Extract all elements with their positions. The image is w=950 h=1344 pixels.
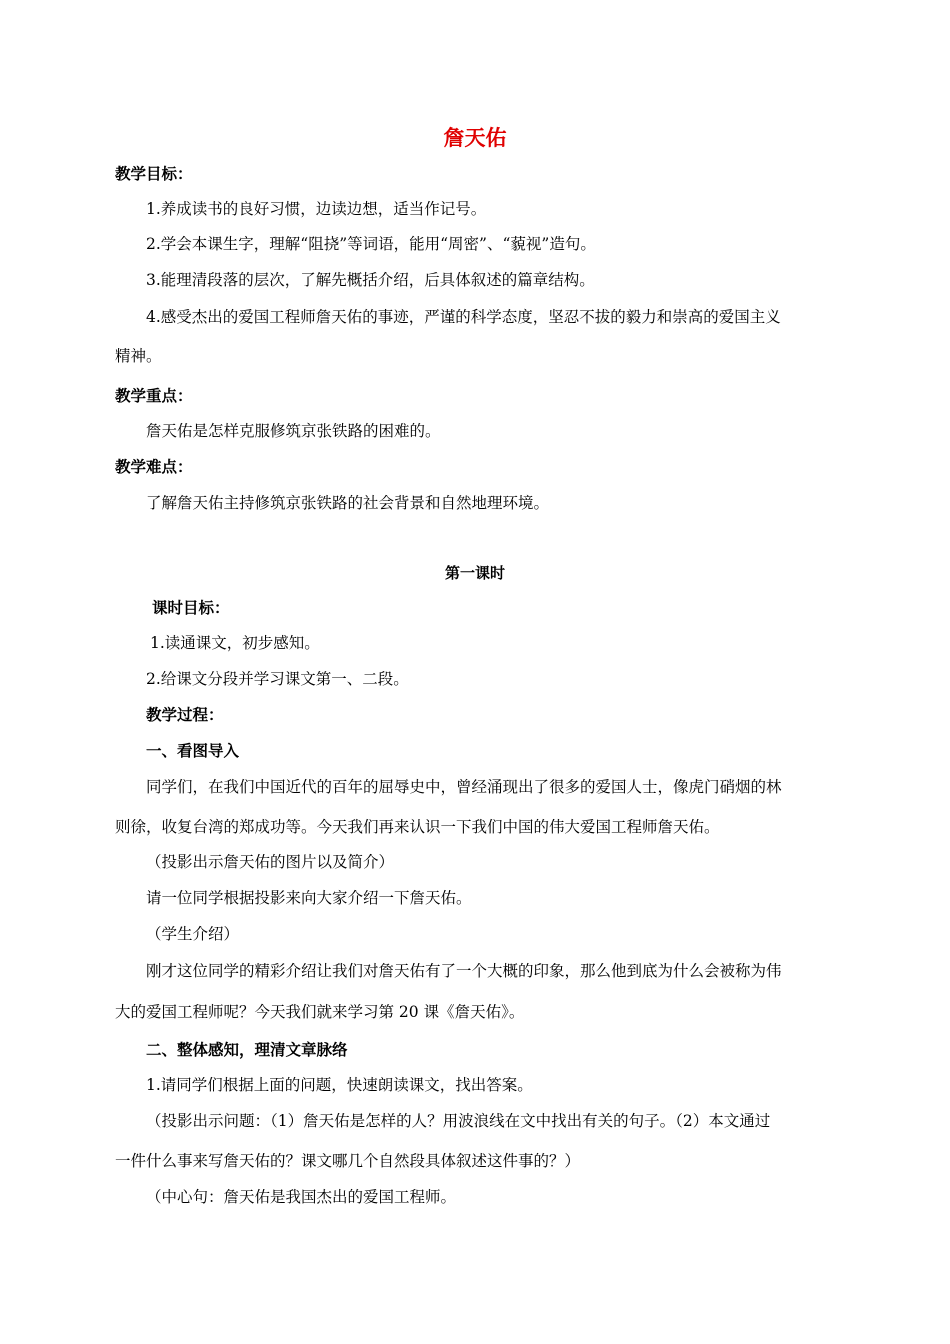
section2-line: 1.请同学们根据上面的问题，快速朗读课文，找出答案。 <box>146 1076 533 1094</box>
section1-line: （投影出示詹天佑的图片以及简介） <box>146 853 395 871</box>
lesson-goal-item: 2.给课文分段并学习课文第一、二段。 <box>146 670 409 688</box>
lesson-goal-item: 1.读通课文，初步感知。 <box>150 634 320 652</box>
section1-line: 大的爱国工程师呢？今天我们就来学习第 20 课《詹天佑》。 <box>115 1003 525 1021</box>
section1-line: 刚才这位同学的精彩介绍让我们对詹天佑有了一个大概的印象，那么他到底为什么会被称为伟 <box>146 962 782 980</box>
section2-heading: 二、整体感知，理清文章脉络 <box>146 1041 348 1059</box>
section2-line: （中心句：詹天佑是我国杰出的爱国工程师。 <box>146 1188 457 1206</box>
section2-line: （投影出示问题：（1）詹天佑是怎样的人？用波浪线在文中找出有关的句子。（2）本文通过 <box>146 1112 771 1130</box>
goal-item: 3.能理清段落的层次，了解先概括介绍，后具体叙述的篇章结构。 <box>146 271 595 289</box>
section1-line: 则徐，收复台湾的郑成功等。今天我们再来认识一下我们中国的伟大爱国工程师詹天佑。 <box>115 818 720 836</box>
goal-item-continuation: 精神。 <box>115 347 162 365</box>
difficult-heading: 教学难点： <box>115 458 193 476</box>
key-heading: 教学重点： <box>115 387 193 405</box>
section1-line: 同学们，在我们中国近代的百年的屈辱史中，曾经涌现出了很多的爱国人士，像虎门硝烟的林 <box>146 778 782 796</box>
lesson-goals-heading: 课时目标： <box>152 599 230 617</box>
section2-line: 一件什么事来写詹天佑的？课文哪几个自然段具体叙述这件事的？） <box>115 1152 581 1170</box>
goal-item: 2.学会本课生字，理解“阻挠”等词语，能用“周密”、“藐视”造句。 <box>146 235 596 253</box>
section1-heading: 一、看图导入 <box>146 742 240 760</box>
difficult-text: 了解詹天佑主持修筑京张铁路的社会背景和自然地理环境。 <box>146 494 550 512</box>
goal-item: 1.养成读书的良好习惯，边读边想，适当作记号。 <box>146 200 487 218</box>
document-title: 詹天佑 <box>443 126 507 150</box>
goals-heading: 教学目标： <box>115 165 193 183</box>
lesson-title: 第一课时 <box>444 564 505 582</box>
section1-line: 请一位同学根据投影来向大家介绍一下詹天佑。 <box>146 889 472 907</box>
section1-line: （学生介绍） <box>146 925 240 943</box>
goal-item: 4.感受杰出的爱国工程师詹天佑的事迹，严谨的科学态度，坚忍不拔的毅力和崇高的爱国主义 <box>146 308 781 326</box>
key-text: 詹天佑是怎样克服修筑京张铁路的困难的。 <box>146 422 441 440</box>
process-heading: 教学过程： <box>146 706 224 724</box>
